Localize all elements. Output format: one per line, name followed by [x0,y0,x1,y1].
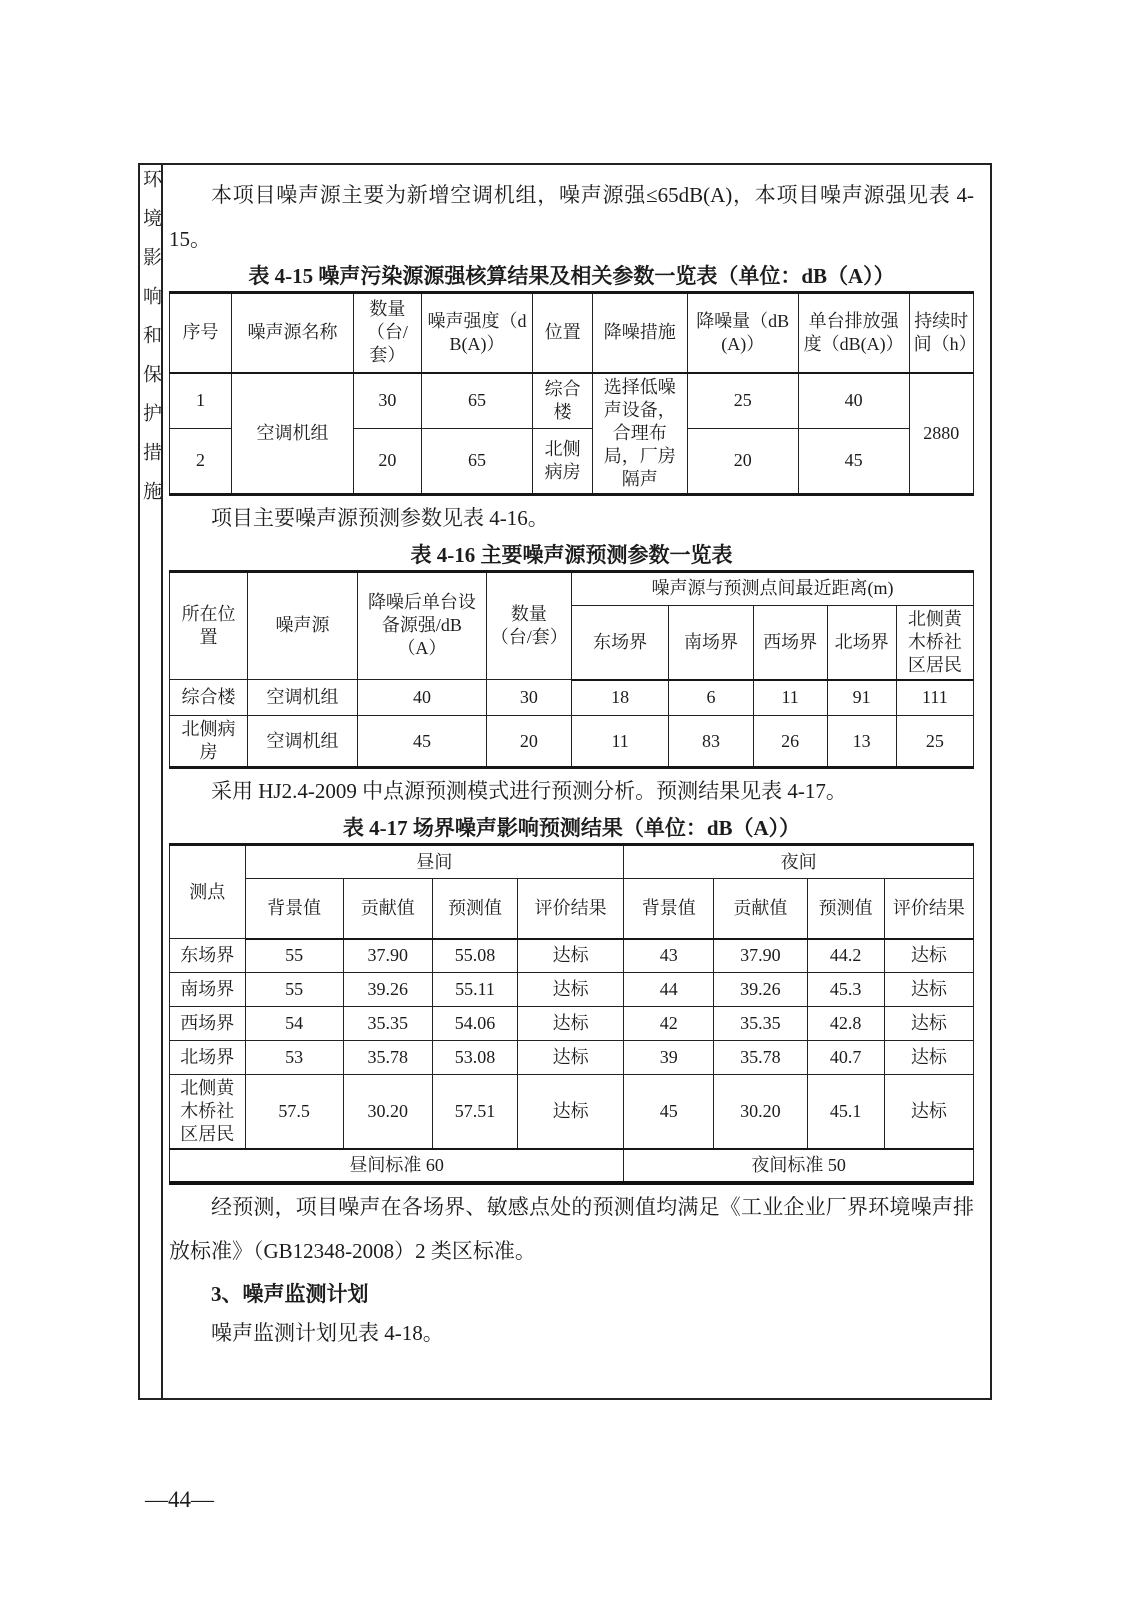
cell-point: 南场界 [170,973,246,1007]
cell-reduction: 25 [687,373,798,429]
intro-paragraph: 本项目噪声源主要为新增空调机组，噪声源强≤65dB(A)，本项目噪声源强见表 4-15。 [169,183,974,251]
cell-noise-strength: 65 [421,373,533,429]
cell-night-pred: 42.8 [807,1007,884,1041]
cell-distance: 83 [669,716,753,768]
cell-day-contrib: 30.20 [343,1075,432,1150]
content-area [163,165,990,1398]
cell-night-result: 达标 [884,1007,973,1041]
sidebar [140,165,163,1398]
cell-noise-source: 空调机组 [247,716,357,768]
cell-night-contrib: 35.35 [714,1007,807,1041]
cell-night-result: 达标 [884,939,973,973]
cell-measure-merged: 选择低噪声设备，合理布局，厂房隔声 [592,373,687,495]
header-measure-point: 测点 [170,845,246,939]
cell-night-bg: 43 [624,939,714,973]
cell-location: 北侧病房 [170,716,248,768]
header-south-boundary: 南场界 [669,605,753,680]
table-row [170,1075,974,1150]
table-row [170,1007,974,1041]
cell-night-standard: 夜间标准 50 [624,1149,974,1183]
cell-quantity: 30 [486,680,571,716]
header-seq: 序号 [170,293,232,373]
cell-night-bg: 39 [624,1041,714,1075]
cell-day-bg: 54 [245,1007,343,1041]
header-day-contribution: 贡献值 [343,879,432,939]
header-distance-group: 噪声源与预测点间最近距离(m) [571,571,973,605]
table-subheader-row [170,879,974,939]
cell-day-pred: 57.51 [432,1075,517,1150]
header-source-name: 噪声源名称 [231,293,353,373]
header-measure: 降噪措施 [592,293,687,373]
cell-distance: 26 [753,716,827,768]
cell-day-bg: 55 [245,939,343,973]
cell-seq: 2 [170,428,232,494]
header-north-boundary: 北场界 [827,605,896,680]
header-unit-emission: 单台排放强度（dB(A)） [798,293,909,373]
cell-location: 综合楼 [170,680,248,716]
header-east-boundary: 东场界 [571,605,668,680]
cell-night-result: 达标 [884,1075,973,1150]
cell-position: 北侧病房 [533,428,592,494]
paragraph-prediction-model: 采用 HJ2.4-2009 中点源预测模式进行预测分析。预测结果见表 4-17。 [211,779,847,803]
section-heading-noise-monitoring: 3、噪声监测计划 [211,1282,369,1306]
header-day-result: 评价结果 [518,879,624,939]
standards-row [170,1149,974,1183]
paragraph-see-table-418: 噪声监测计划见表 4-18。 [211,1321,444,1345]
cell-night-contrib: 30.20 [714,1075,807,1150]
cell-day-contrib: 39.26 [343,973,432,1007]
header-day-background: 背景值 [245,879,343,939]
conclusion-paragraph: 经预测，项目噪声在各场界、敏感点处的预测值均满足《工业企业厂界环境噪声排放标准》（GB12348-2008）2 类区标准。 [169,1195,974,1263]
cell-point: 北侧黄木桥社区居民 [170,1075,246,1150]
cell-day-pred: 55.11 [432,973,517,1007]
table-4-17-title: 表 4-17 场界噪声影响预测结果（单位：dB（A）） [342,816,801,840]
cell-distance: 6 [669,680,753,716]
cell-distance: 13 [827,716,896,768]
cell-day-result: 达标 [518,1075,624,1150]
cell-distance: 11 [571,716,668,768]
header-west-boundary: 西场界 [753,605,827,680]
header-day-prediction: 预测值 [432,879,517,939]
cell-duration-merged: 2880 [909,373,973,495]
cell-day-contrib: 35.78 [343,1041,432,1075]
cell-night-result: 达标 [884,1041,973,1075]
table-4-17 [169,843,974,1185]
header-nighttime-group: 夜间 [624,845,974,879]
page-number: —44— [145,1487,214,1512]
cell-night-pred: 44.2 [807,939,884,973]
header-night-background: 背景值 [624,879,714,939]
cell-quantity: 30 [354,373,422,429]
cell-night-bg: 42 [624,1007,714,1041]
table-4-16 [169,570,974,770]
header-noise-strength: 噪声强度（dB(A)） [421,293,533,373]
cell-point: 西场界 [170,1007,246,1041]
cell-night-contrib: 35.78 [714,1041,807,1075]
cell-strength: 40 [358,680,487,716]
table-header-row [170,571,974,605]
cell-night-pred: 45.3 [807,973,884,1007]
cell-night-result: 达标 [884,973,973,1007]
header-quantity: 数量（台/套） [486,571,571,680]
header-duration: 持续时间（h） [909,293,973,373]
cell-seq: 1 [170,373,232,429]
cell-night-pred: 40.7 [807,1041,884,1075]
cell-noise-strength: 65 [421,428,533,494]
table-row [170,680,974,716]
paragraph-see-table-416: 项目主要噪声源预测参数见表 4-16。 [211,505,549,530]
header-reduced-strength: 降噪后单台设备源强/dB（A） [358,571,487,680]
cell-day-pred: 55.08 [432,939,517,973]
cell-day-contrib: 35.35 [343,1007,432,1041]
cell-night-pred: 45.1 [807,1075,884,1150]
table-row [170,373,974,429]
header-night-prediction: 预测值 [807,879,884,939]
cell-night-contrib: 37.90 [714,939,807,973]
header-noise-source: 噪声源 [247,571,357,680]
cell-day-bg: 53 [245,1041,343,1075]
table-row [170,939,974,973]
cell-day-standard: 昼间标准 60 [170,1149,624,1183]
header-daytime-group: 昼间 [245,845,624,879]
table-row [170,1041,974,1075]
table-header-row [170,293,974,373]
cell-distance: 91 [827,680,896,716]
cell-noise-source: 空调机组 [247,680,357,716]
sidebar-vertical-label: 环境影响和保护措施 [140,169,161,520]
cell-day-result: 达标 [518,973,624,1007]
header-position: 位置 [533,293,592,373]
cell-day-bg: 57.5 [245,1075,343,1150]
cell-day-result: 达标 [518,1007,624,1041]
cell-quantity: 20 [486,716,571,768]
cell-day-pred: 53.08 [432,1041,517,1075]
header-night-result: 评价结果 [884,879,973,939]
cell-night-bg: 45 [624,1075,714,1150]
table-4-16-title: 表 4-16 主要噪声源预测参数一览表 [410,542,733,567]
cell-distance: 111 [896,680,973,716]
table-row [170,973,974,1007]
cell-point: 东场界 [170,939,246,973]
cell-unit-emission: 45 [798,428,909,494]
table-row [170,716,974,768]
header-reduction: 降噪量（dB(A)） [687,293,798,373]
cell-strength: 45 [358,716,487,768]
cell-quantity: 20 [354,428,422,494]
cell-distance: 18 [571,680,668,716]
cell-day-result: 达标 [518,939,624,973]
cell-position: 综合楼 [533,373,592,429]
cell-day-contrib: 37.90 [343,939,432,973]
table-header-row [170,845,974,879]
cell-reduction: 20 [687,428,798,494]
cell-day-result: 达标 [518,1041,624,1075]
cell-day-pred: 54.06 [432,1007,517,1041]
header-location: 所在位置 [170,571,248,680]
cell-day-bg: 55 [245,973,343,1007]
cell-source-name-merged: 空调机组 [231,373,353,495]
cell-point: 北场界 [170,1041,246,1075]
header-north-community: 北侧黄木桥社区居民 [896,605,973,680]
header-night-contribution: 贡献值 [714,879,807,939]
cell-night-contrib: 39.26 [714,973,807,1007]
cell-distance: 11 [753,680,827,716]
document-frame [138,163,992,1400]
cell-unit-emission: 40 [798,373,909,429]
cell-distance: 25 [896,716,973,768]
table-4-15 [169,291,977,496]
header-quantity: 数量（台/套） [354,293,422,373]
cell-night-bg: 44 [624,973,714,1007]
table-4-15-title: 表 4-15 噪声污染源源强核算结果及相关参数一览表（单位：dB（A）） [248,264,895,288]
